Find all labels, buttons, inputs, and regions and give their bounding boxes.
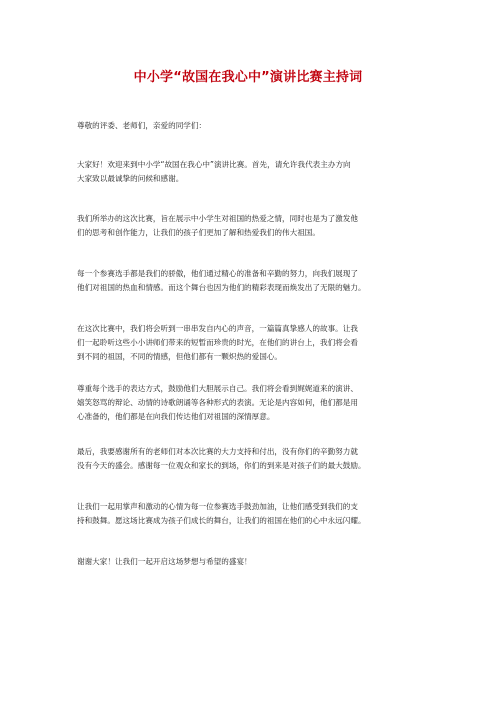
- closing-paragraph: [77, 555, 439, 569]
- text-line: 嬉笑怒骂的辩论、动情的诗歌朗诵等各种形式的表演。无论是内容如何，他们都是用: [77, 398, 358, 407]
- text-line: 心准备的，他们都是在向我们传达他们对祖国的深情厚意。: [77, 412, 275, 421]
- text-line: 大家致以最诚挚的问候和感谢。: [77, 174, 184, 183]
- competition-paragraph: [77, 322, 439, 364]
- text-line: 最后，我要感谢所有的老师们对本次比赛的大力支持和付出，没有你们的辛勤努力就: [77, 447, 358, 456]
- text-line: 在这次比赛中，我们将会听到一串串发自内心的声音，一篇篇真挚感人的故事。让我: [77, 324, 358, 333]
- welcome-paragraph: [77, 158, 439, 186]
- text-line: 大家好！欢迎来到中小学“故国在我心中”演讲比赛。首先，请允许我代表主办方向: [77, 160, 351, 169]
- expression-paragraph: [77, 382, 439, 424]
- text-line: 们一起聆听这些小小讲师们带来的短暂而珍贵的时光，在他们的讲台上，我们将会看: [77, 338, 358, 347]
- text-line: 尊重每个选手的表达方式，鼓励他们大胆展示自己。我们将会看到娓娓道来的演讲、: [77, 384, 358, 393]
- text-line: 我们所举办的这次比赛，旨在展示中小学生对祖国的热爱之情，同时也是为了激发他: [77, 214, 358, 223]
- text-line: 到不同的祖国，不同的情感，但他们都有一颗炽热的爱国心。: [77, 352, 283, 361]
- document-title: 中小学“故国在我心中”演讲比赛主持词: [133, 70, 363, 85]
- text-line: 没有今天的盛会。感谢每一位观众和家长的到场，你们的到来是对孩子们的最大鼓励。: [77, 461, 366, 470]
- text-line: 让我们一起用掌声和激动的心情为每一位参赛选手鼓劲加油，让他们感受到我们的支: [77, 502, 358, 511]
- text-line: 持和鼓舞。愿这场比赛成为孩子们成长的舞台，让我们的祖国在他们的心中永远闪耀。: [77, 516, 366, 525]
- contestants-paragraph: [77, 267, 439, 295]
- purpose-paragraph: [77, 212, 439, 240]
- text-line: 们的思考和创作能力，让我们的孩子们更加了解和热爱我们的伟大祖国。: [77, 228, 320, 237]
- text-line: 每一个参赛选手都是我们的骄傲，他们通过精心的准备和辛勤的努力，向我们展现了: [77, 269, 358, 278]
- thanks-paragraph: [77, 445, 439, 473]
- text-line: 谢谢大家！让我们一起开启这场梦想与希望的盛宴！: [77, 557, 252, 566]
- greeting-paragraph: [77, 119, 439, 133]
- encouragement-paragraph: [77, 500, 439, 528]
- text-line: 尊敬的评委、老师们，亲爱的同学们：: [77, 121, 207, 130]
- text-line: 他们对祖国的热血和情感。而这个舞台也因为他们的精彩表现而焕发出了无限的魅力。: [77, 283, 366, 292]
